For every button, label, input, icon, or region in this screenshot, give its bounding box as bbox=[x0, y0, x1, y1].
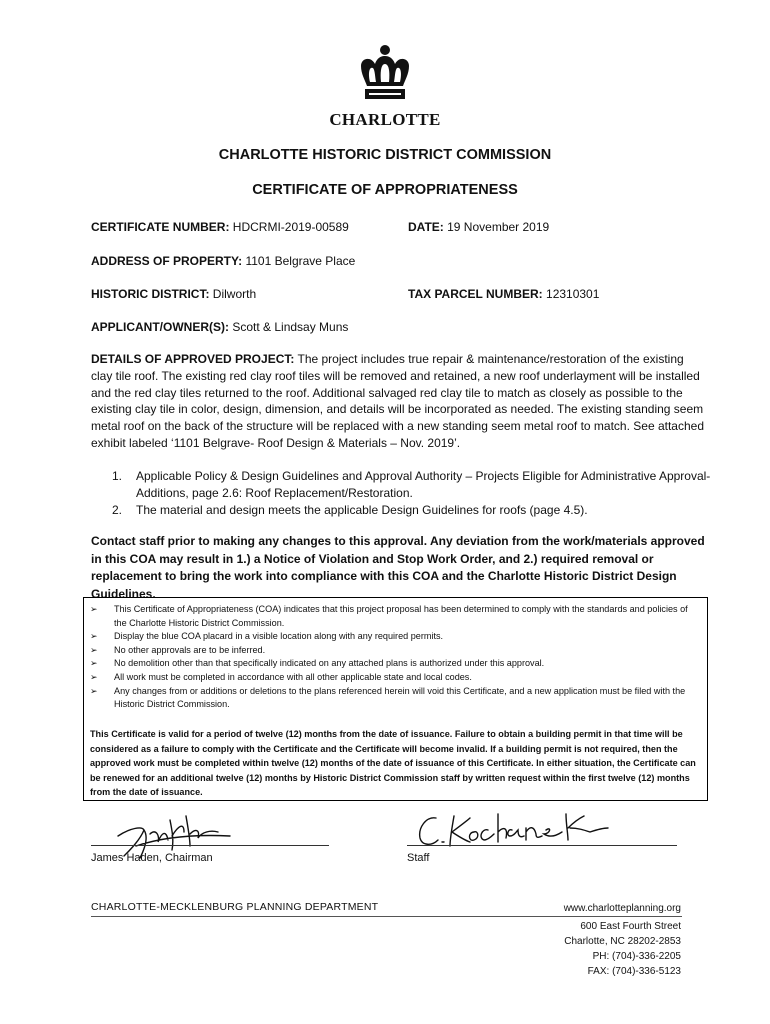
date-value: 19 November 2019 bbox=[447, 220, 550, 234]
condition-text: Display the blue COA placard in a visible location along with any required permits. bbox=[114, 631, 444, 642]
arrow-bullet-icon: ➢ bbox=[90, 671, 98, 682]
certificate-number-field bbox=[91, 220, 349, 234]
chairman-signature-line bbox=[91, 845, 329, 846]
guidelines-list bbox=[112, 468, 722, 518]
applicant-field bbox=[91, 320, 348, 334]
arrow-bullet-icon: ➢ bbox=[90, 658, 98, 669]
footer-address bbox=[564, 919, 681, 979]
certificate-title: CERTIFICATE OF APPROPRIATENESS bbox=[252, 182, 518, 198]
applicant-label: APPLICANT/OWNER(S): bbox=[91, 320, 229, 334]
validity-statement: This Certificate is valid for a period of twelve (12) months from the date of issuance. Failure to obtain a building permit in that time will be considered as a failure to comply with the Certificate and the Certificate will become invalid. If a building permit is not required, then the approved work must be completed within twelve (12) months of the date of issuance of this Certificate. In either situation, the Certificate can be renewed for an additional twelve (12) months by Historic District Commission staff by written request within the first twelve (12) months from the date of issuance. bbox=[90, 729, 696, 798]
condition-text: All work must be completed in accordance with all other applicable state and local codes. bbox=[114, 671, 472, 682]
tax-parcel-value: 12310301 bbox=[546, 287, 600, 301]
logo-wordmark: CHARLOTTE bbox=[329, 110, 441, 129]
applicant-value: Scott & Lindsay Muns bbox=[232, 320, 349, 334]
list-item bbox=[90, 603, 700, 630]
project-details bbox=[91, 351, 706, 452]
staff-title: Staff bbox=[407, 852, 430, 864]
list-item bbox=[112, 468, 722, 502]
date-label: DATE: bbox=[408, 220, 444, 234]
project-details-text: The project includes true repair & maintenance/restoration of the existing clay tile roof. The existing red clay roof tiles will be removed and retained, a new roof underlayment will be installed and the red clay tiles returned to the roof. Additional salvaged red clay tile to match as closely as possible to the existing clay tile in color, design, dimension, and details will be incorporated as needed. The existing standing seem metal roof on the back of the structure will be replaced with a new standing seem metal roof to match. See attached exhibit labeled ‘1101 Belgrave- Roof Design & Materials – Nov. 2019’. bbox=[91, 352, 704, 450]
historic-district-field bbox=[91, 287, 256, 301]
city-address: Charlotte, NC 28202-2853 bbox=[564, 936, 681, 947]
conditions-box bbox=[83, 597, 708, 801]
arrow-bullet-icon: ➢ bbox=[90, 604, 98, 614]
list-item bbox=[90, 644, 700, 658]
tax-parcel-label: TAX PARCEL NUMBER: bbox=[408, 287, 543, 301]
project-details-label: DETAILS OF APPROVED PROJECT: bbox=[91, 352, 295, 366]
commission-title: CHARLOTTE HISTORIC DISTRICT COMMISSION bbox=[218, 147, 552, 163]
crown-icon bbox=[353, 44, 417, 108]
certificate-number-value: HDCRMI-2019-00589 bbox=[232, 220, 349, 234]
list-text: Applicable Policy & Design Guidelines and Approval Authority – Projects Eligible for Administrative Approval- Additions, page 2.6: Roof Replacement/Restoration. bbox=[136, 469, 711, 500]
condition-text: This Certificate of Appropriateness (COA) indicates that this project proposal has been determined to comply with the standards and policies of the Charlotte Historic District Commission. bbox=[114, 604, 688, 628]
street-address: 600 East Fourth Street bbox=[580, 921, 681, 932]
phone-number: PH: (704)-336-2205 bbox=[592, 951, 681, 962]
arrow-bullet-icon: ➢ bbox=[90, 631, 98, 642]
deviation-warning: Contact staff prior to making any changes to this approval. Any deviation from the work/materials approved in this COA may result in 1.) a Notice of Violation and Stop Work Order, and 2.) required removal or replacement to bring the work into compliance with this COA and the Charlotte Historic District Design Guidelines. bbox=[91, 534, 705, 601]
arrow-bullet-icon: ➢ bbox=[90, 644, 98, 655]
address-label: ADDRESS OF PROPERTY: bbox=[91, 254, 243, 268]
list-item bbox=[90, 685, 700, 712]
list-item bbox=[90, 657, 700, 671]
conditions-list bbox=[90, 603, 700, 712]
condition-text: Any changes from or additions or deletions to the plans referenced herein will void this Certificate, and a new application must be filed with the Historic District Commission. bbox=[114, 685, 686, 710]
staff-signature-line bbox=[407, 845, 677, 846]
historic-district-label: HISTORIC DISTRICT: bbox=[91, 287, 210, 301]
condition-text: No other approvals are to be inferred. bbox=[114, 644, 266, 655]
address-value: 1101 Belgrave Place bbox=[245, 254, 356, 268]
list-text: The material and design meets the applicable Design Guidelines for roofs (page 4.5). bbox=[136, 502, 588, 517]
list-item bbox=[90, 671, 700, 685]
address-field bbox=[91, 254, 355, 268]
list-number: 1. bbox=[112, 469, 123, 483]
list-item bbox=[112, 502, 722, 519]
footer-divider bbox=[91, 916, 682, 917]
tax-parcel-field bbox=[408, 287, 599, 301]
department-name: CHARLOTTE-MECKLENBURG PLANNING DEPARTMENT bbox=[91, 901, 379, 913]
condition-text: No demolition other than that specifically indicated on any attached plans is authorized under this approval. bbox=[114, 658, 545, 669]
list-item bbox=[90, 630, 700, 644]
fax-number: FAX: (704)-336-5123 bbox=[587, 966, 681, 977]
date-field bbox=[408, 220, 549, 234]
certificate-number-label: CERTIFICATE NUMBER: bbox=[91, 220, 230, 234]
chairman-name: James Haden, Chairman bbox=[91, 852, 213, 864]
website-link[interactable]: www.charlotteplanning.org bbox=[563, 903, 681, 914]
charlotte-logo bbox=[325, 44, 445, 128]
list-number: 2. bbox=[112, 502, 123, 517]
historic-district-value: Dilworth bbox=[212, 287, 257, 301]
arrow-bullet-icon: ➢ bbox=[90, 685, 98, 696]
